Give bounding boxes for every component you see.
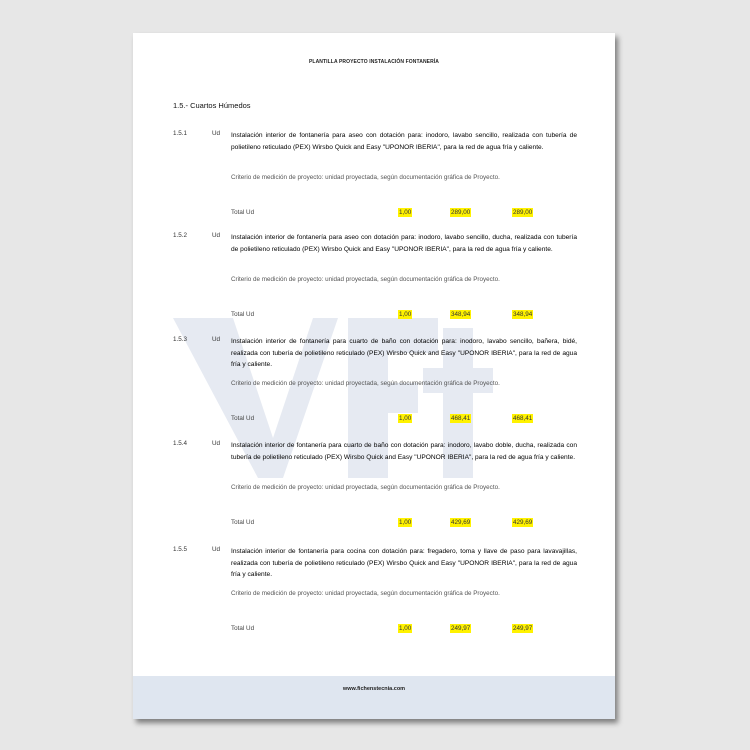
budget-item [173,544,575,644]
budget-item [173,128,575,228]
item-unit: Ud [212,336,221,343]
document-page [133,33,615,719]
budget-item [173,230,575,330]
item-code: 1.5.4 [173,440,188,447]
item-amount: 348,94 [513,311,533,318]
item-code: 1.5.1 [173,130,188,137]
document-header-title: PLANTILLA PROYECTO INSTALACIÓN FONTANERÍA [308,59,440,65]
item-price: 289,00 [451,209,471,216]
item-total-label: Total Ud [231,625,255,632]
item-unit: Ud [212,546,221,553]
item-amount: 468,41 [513,415,533,422]
item-criteria: Criterio de medición de proyecto: unidad proyectada, según documentación gráfica de Proyecto. [231,484,500,491]
item-quantity: 1,00 [399,209,412,216]
item-total-label: Total Ud [231,209,255,216]
item-description: Instalación interior de fontanería para aseo con dotación para: inodoro, lavabo sencillo, ducha, realizada con tubería de polietileno reticulado (PEX) Wirsbo Quick and Easy "UPONOR IBERIA", para la red de agua fría y caliente. [231,234,577,253]
item-quantity: 1,00 [399,625,412,632]
item-price: 348,94 [451,311,471,318]
item-total-label: Total Ud [231,311,255,318]
section-title: 1.5.- Cuartos Húmedos [173,101,251,110]
item-price: 429,69 [451,519,471,526]
budget-item [173,438,575,538]
item-criteria: Criterio de medición de proyecto: unidad proyectada, según documentación gráfica de Proyecto. [231,590,500,597]
item-unit: Ud [212,130,221,137]
item-description: Instalación interior de fontanería para aseo con dotación para: inodoro, lavabo sencillo, realizada con tubería de polietileno reticulado (PEX) Wirsbo Quick and Easy "UPONOR IBERIA", para la red de agua fría y caliente. [231,132,577,151]
item-unit: Ud [212,232,221,239]
item-price: 468,41 [451,415,471,422]
item-code: 1.5.3 [173,336,188,343]
item-total-label: Total Ud [231,415,255,422]
item-amount: 289,00 [513,209,533,216]
footer-url: www.fichenstecnia.com [342,686,406,692]
item-criteria: Criterio de medición de proyecto: unidad proyectada, según documentación gráfica de Proyecto. [231,276,500,283]
page-footer [133,676,615,719]
budget-item [173,334,575,434]
item-quantity: 1,00 [399,311,412,318]
item-code: 1.5.2 [173,232,188,239]
item-description: Instalación interior de fontanería para cuarto de baño con dotación para: inodoro, lavabo sencillo, bañera, bidé, realizada con tubería de polietileno reticulado (PEX) Wirsbo Quick and Easy "UPONOR IBERIA", para la red de agua fría y caliente. [231,338,577,368]
item-description: Instalación interior de fontanería para cocina con dotación para: fregadero, toma y llave de paso para lavavajillas, realizada con tubería de polietileno reticulado (PEX) Wirsbo Quick and Easy "UPONOR IBERIA", para la red de agua fría y caliente. [231,548,577,578]
item-description: Instalación interior de fontanería para cuarto de baño con dotación para: inodoro, lavabo doble, ducha, realizada con tubería de polietileno reticulado (PEX) Wirsbo Quick and Easy "UPONOR IBERIA", para la red de agua fría y caliente. [231,442,577,461]
item-quantity: 1,00 [399,519,412,526]
item-criteria: Criterio de medición de proyecto: unidad proyectada, según documentación gráfica de Proyecto. [231,174,500,181]
item-total-label: Total Ud [231,519,255,526]
item-criteria: Criterio de medición de proyecto: unidad proyectada, según documentación gráfica de Proyecto. [231,380,500,387]
item-amount: 249,97 [513,625,533,632]
item-code: 1.5.5 [173,546,188,553]
item-quantity: 1,00 [399,415,412,422]
item-unit: Ud [212,440,221,447]
item-price: 249,97 [451,625,471,632]
item-amount: 429,69 [513,519,533,526]
